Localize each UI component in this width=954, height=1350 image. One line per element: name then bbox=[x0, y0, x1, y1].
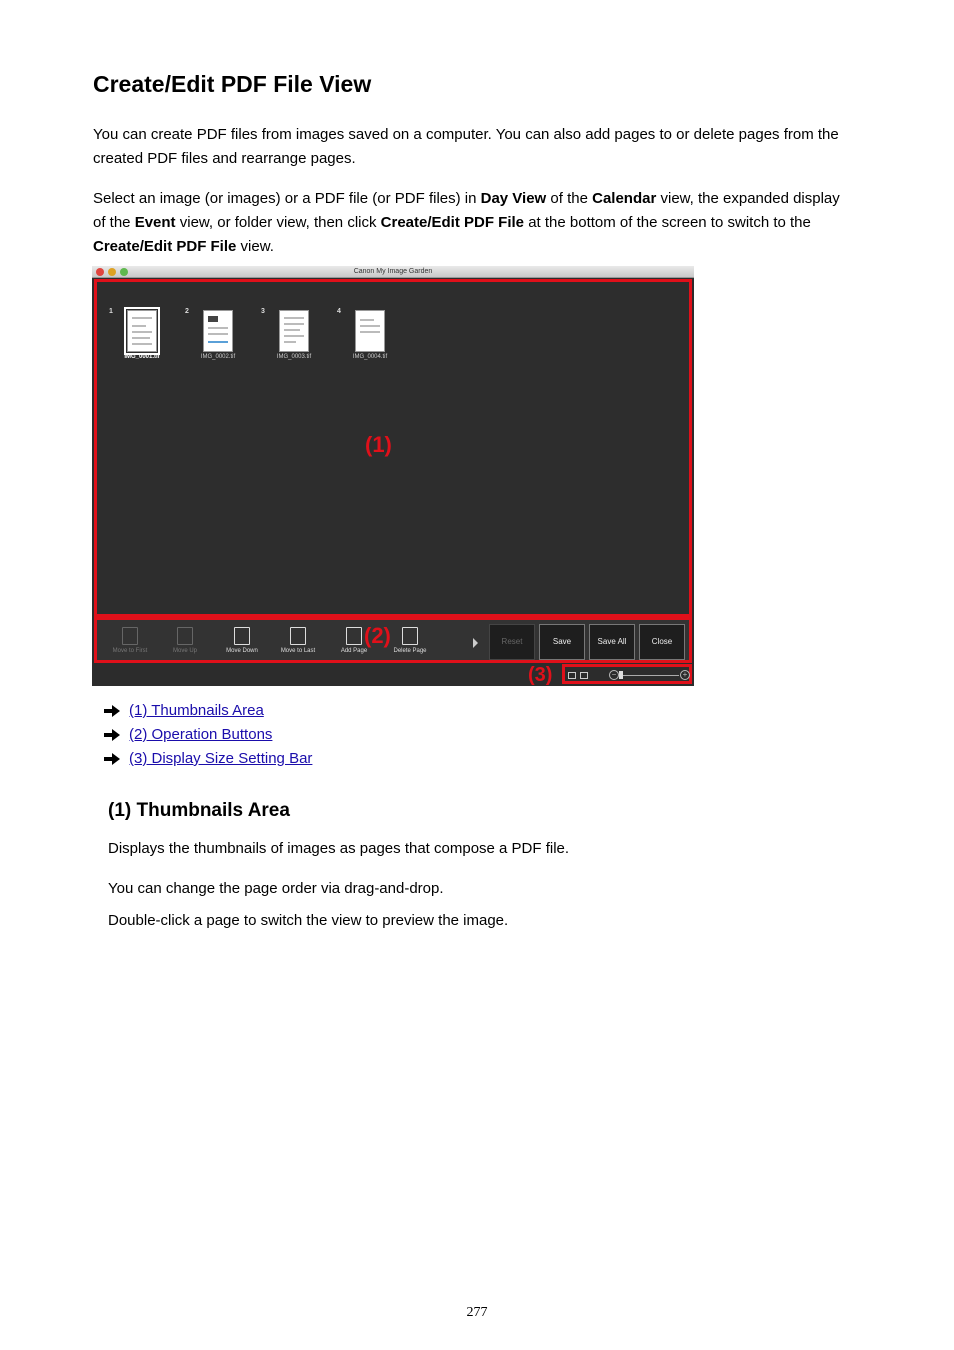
window-title: Canon My Image Garden bbox=[353, 268, 433, 275]
page-number: 277 bbox=[466, 1305, 488, 1320]
instruction-paragraph: Select an image (or images) or a PDF file (or PDF files) in Day View of the Calendar view, the expanded display of the Event view, or folder view, then click Create/Edit PDF File at the bottom of the screen to switch to the Create/Edit PDF File view. bbox=[93, 190, 840, 255]
delete-page-icon bbox=[402, 627, 418, 645]
zoom-in-icon[interactable]: + bbox=[680, 670, 690, 680]
move-down-icon bbox=[234, 627, 250, 645]
window-titlebar bbox=[92, 266, 694, 278]
move-to-last-icon bbox=[290, 627, 306, 645]
operation-label: Move to First bbox=[112, 648, 148, 654]
thumbnail-number: 4 bbox=[337, 308, 341, 315]
link-operation-buttons[interactable]: (2) Operation Buttons bbox=[129, 726, 273, 743]
delete-page-button[interactable] bbox=[385, 625, 435, 661]
region-label: (3) bbox=[528, 664, 553, 686]
page-title: Create/Edit PDF File View bbox=[93, 71, 372, 97]
move-to-first-button[interactable] bbox=[105, 625, 155, 661]
section-paragraph: You can change the page order via drag-and-drop. bbox=[108, 880, 444, 897]
thumbnail-filename: IMG_0002.tif bbox=[200, 354, 236, 360]
operation-label: Delete Page bbox=[393, 648, 427, 654]
move-down-button[interactable] bbox=[217, 625, 267, 661]
page-thumbnail-image bbox=[355, 310, 385, 352]
thumbnail-filename: IMG_0004.tif bbox=[352, 354, 388, 360]
move-up-icon bbox=[177, 627, 193, 645]
thumbnail-filename: IMG_0001.tif bbox=[124, 354, 160, 360]
zoom-out-icon[interactable]: − bbox=[609, 670, 619, 680]
link-display-size-setting-bar[interactable]: (3) Display Size Setting Bar bbox=[129, 750, 313, 767]
thumbnail-view-icon[interactable] bbox=[568, 672, 576, 679]
operation-label: Add Page bbox=[340, 648, 368, 654]
app-screenshot bbox=[92, 266, 694, 686]
region-label: (1) bbox=[365, 432, 392, 457]
thumbnail-page[interactable] bbox=[261, 306, 325, 366]
thumbnail-number: 3 bbox=[261, 308, 265, 315]
move-up-button[interactable] bbox=[160, 625, 210, 661]
page-thumbnail-image bbox=[203, 310, 233, 352]
arrow-right-icon bbox=[104, 729, 120, 741]
region-label: (2) bbox=[364, 623, 391, 648]
intro-paragraph: You can create PDF files from images saved on a computer. You can also add pages to or delete pages from the created PDF files and rearrange pages. bbox=[93, 126, 839, 167]
full-view-icon[interactable] bbox=[580, 672, 588, 679]
thumbnail-page[interactable] bbox=[337, 306, 401, 366]
section-paragraph: Displays the thumbnails of images as pages that compose a PDF file. bbox=[108, 840, 570, 857]
add-page-icon bbox=[346, 627, 362, 645]
operation-label: Move Up bbox=[172, 648, 197, 654]
section-title: (1) Thumbnails Area bbox=[108, 800, 290, 821]
thumbnail-number: 2 bbox=[185, 308, 189, 315]
reset-button[interactable]: Reset bbox=[489, 624, 535, 660]
size-slider-handle[interactable] bbox=[619, 671, 623, 679]
page-thumbnail-image bbox=[279, 310, 309, 352]
operation-buttons-area bbox=[94, 617, 692, 663]
arrow-right-icon bbox=[104, 753, 120, 765]
arrow-right-icon bbox=[104, 705, 120, 717]
thumbnail-page[interactable] bbox=[109, 306, 173, 366]
thumbnail-filename: IMG_0003.tif bbox=[276, 354, 312, 360]
operation-label: Move Down bbox=[226, 648, 258, 654]
save-all-button[interactable]: Save All bbox=[589, 624, 635, 660]
close-button[interactable]: Close bbox=[639, 624, 685, 660]
page-thumbnail-image bbox=[127, 310, 157, 352]
size-slider-track[interactable] bbox=[623, 675, 679, 676]
operation-label: Move to Last bbox=[280, 648, 316, 654]
move-to-first-icon bbox=[122, 627, 138, 645]
scroll-right-icon[interactable] bbox=[473, 638, 478, 648]
link-thumbnails-area[interactable]: (1) Thumbnails Area bbox=[129, 702, 264, 719]
move-to-last-button[interactable] bbox=[273, 625, 323, 661]
thumbnail-number: 1 bbox=[109, 308, 113, 315]
section-paragraph: Double-click a page to switch the view to preview the image. bbox=[108, 912, 509, 929]
thumbnails-area bbox=[94, 279, 692, 617]
thumbnail-page[interactable] bbox=[185, 306, 249, 366]
save-button[interactable]: Save bbox=[539, 624, 585, 660]
display-size-setting-bar bbox=[562, 664, 692, 684]
